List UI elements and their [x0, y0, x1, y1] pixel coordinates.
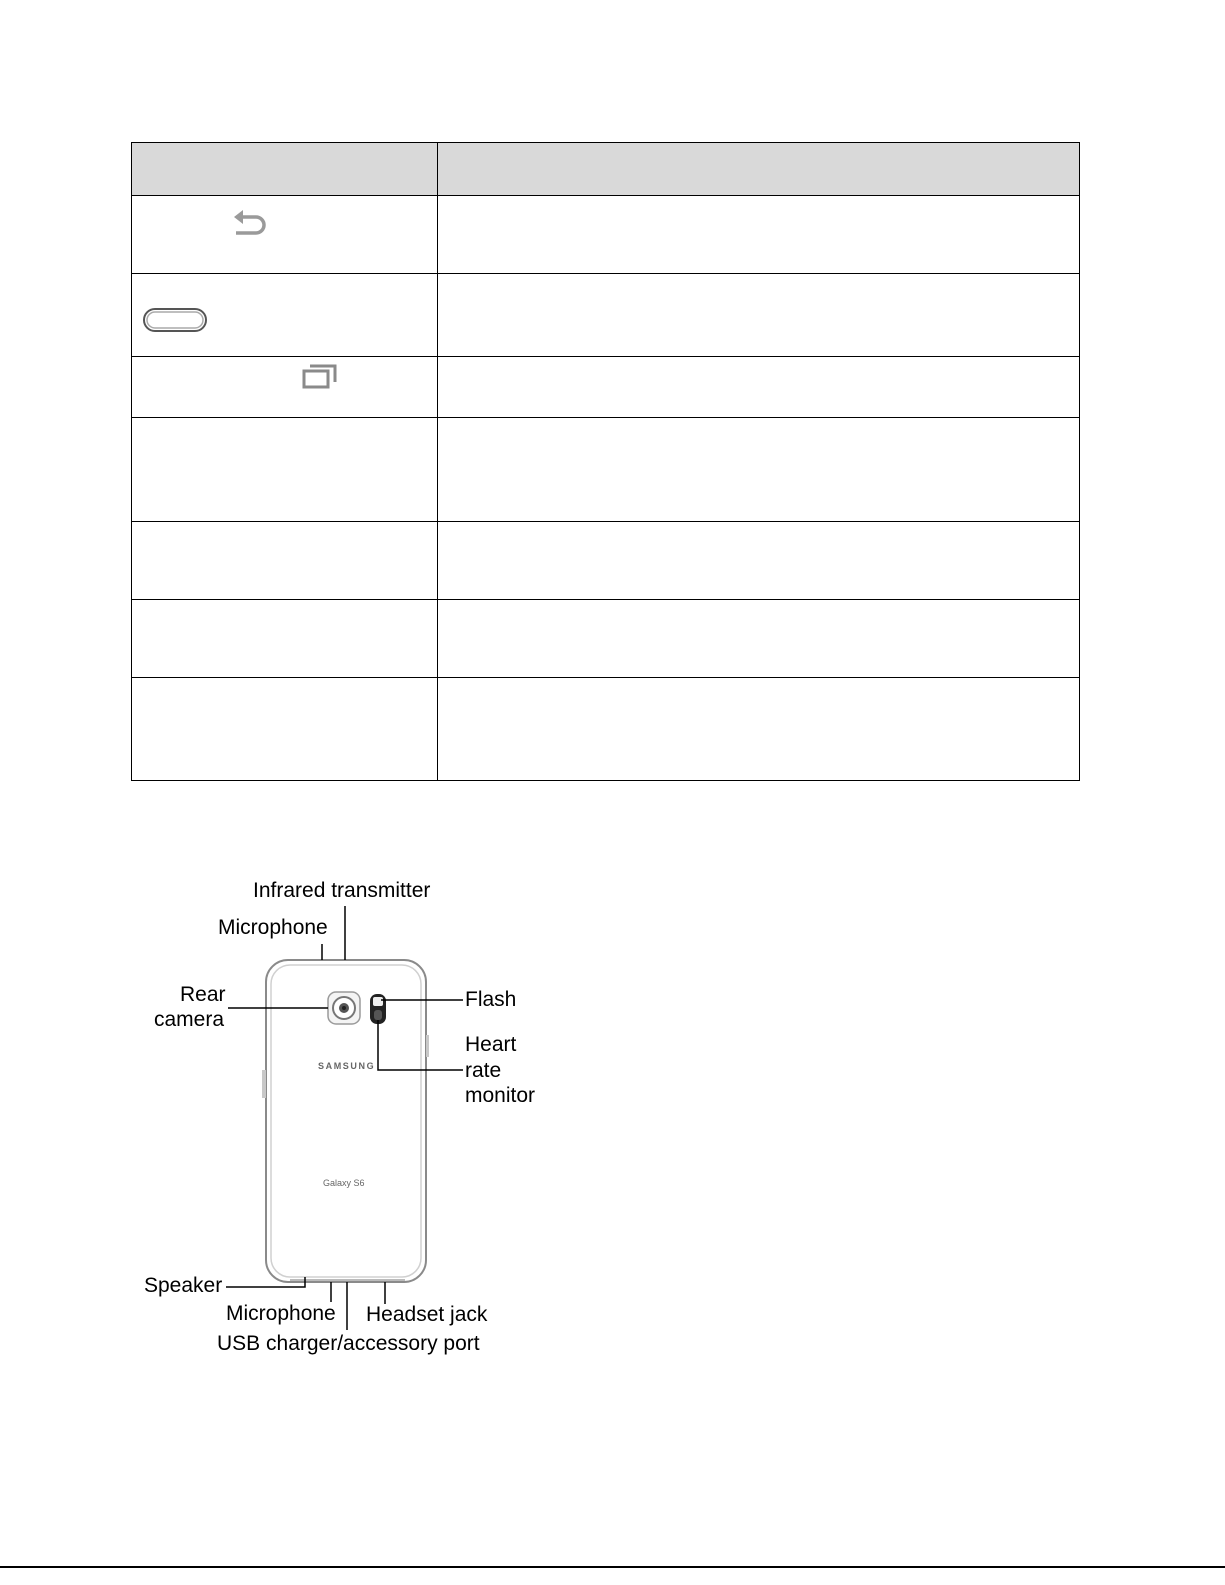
table-header-row	[132, 143, 1080, 196]
table-cell	[132, 522, 438, 600]
table-cell	[438, 600, 1080, 678]
table-row	[132, 196, 1080, 274]
page-bottom-rule	[0, 1566, 1225, 1568]
label-heart-rate-line1: Heart	[465, 1033, 517, 1056]
table-cell	[438, 678, 1080, 781]
label-heart-rate-line2: rate	[465, 1059, 502, 1082]
samsung-brand-text: SAMSUNG	[318, 1061, 376, 1071]
power-key	[426, 1035, 429, 1057]
keys-table	[131, 142, 1080, 781]
table-row	[132, 274, 1080, 357]
label-microphone-top: Microphone	[218, 916, 328, 939]
label-heart-rate-line3: monitor	[465, 1084, 536, 1107]
table-cell	[438, 274, 1080, 357]
table-cell	[438, 357, 1080, 418]
recent-apps-icon	[302, 363, 338, 389]
label-flash: Flash	[465, 988, 517, 1011]
home-button-icon	[142, 307, 208, 333]
table-cell	[132, 274, 438, 357]
volume-key	[262, 1070, 266, 1098]
table-row	[132, 600, 1080, 678]
table-row	[132, 357, 1080, 418]
label-infrared-transmitter: Infrared transmitter	[253, 879, 431, 902]
phone-back-diagram	[140, 870, 560, 1370]
rear-camera	[328, 992, 360, 1024]
table-cell	[438, 522, 1080, 600]
table-cell	[132, 600, 438, 678]
table-row	[132, 678, 1080, 781]
table-row	[132, 418, 1080, 522]
flash-heart-rate-sensor	[370, 994, 386, 1024]
label-microphone-bottom: Microphone	[226, 1302, 336, 1325]
table-cell	[438, 196, 1080, 274]
table-cell	[132, 678, 438, 781]
table-header-cell	[438, 143, 1080, 196]
label-rear-camera-line2: camera	[154, 1008, 225, 1031]
back-icon	[232, 208, 272, 236]
label-speaker: Speaker	[144, 1274, 223, 1297]
label-headset-jack: Headset jack	[366, 1303, 488, 1326]
table-cell	[132, 357, 438, 418]
label-rear-camera-line1: Rear	[180, 983, 226, 1006]
table-cell	[438, 418, 1080, 522]
table-header-cell	[132, 143, 438, 196]
table-row	[132, 522, 1080, 600]
label-usb-port: USB charger/accessory port	[217, 1332, 480, 1355]
table-cell	[132, 418, 438, 522]
galaxy-model-text: Galaxy S6	[323, 1178, 365, 1188]
table-cell	[132, 196, 438, 274]
